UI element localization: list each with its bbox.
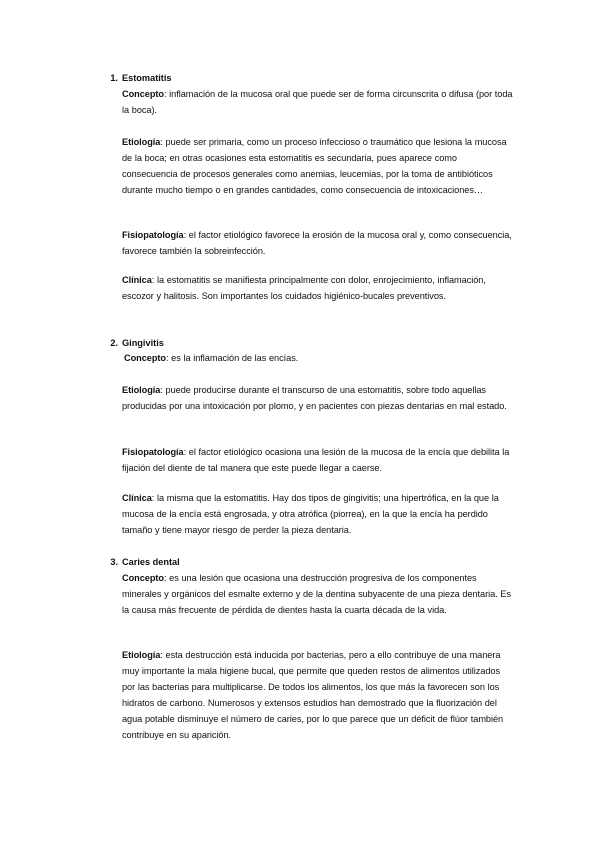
section-title: Estomatitis — [122, 73, 172, 83]
paragraph-text: : puede ser primaria, como un proceso infeccioso o traumático que lesiona la mucosa de la boca; en otras ocasiones esta estomatitis es secundaria, pues aparece como consecuencia de procesos generales como anemias, leucemias, por la toma de antibióticos durante mucho tiempo o en grandes cantidades, como consecuencia de intoxicaciones… — [122, 137, 507, 196]
paragraph-fisiopatologia — [122, 444, 514, 476]
paragraph-label: Clínica — [122, 493, 152, 503]
section-number: 1. — [110, 73, 118, 83]
paragraph-label: Etiología — [122, 385, 161, 395]
paragraph-text: : inflamación de la mucosa oral que puede ser de forma circunscrita o difusa (por toda la boca). — [122, 89, 513, 116]
paragraph-clinica — [122, 490, 514, 538]
paragraph-text: : puede producirse durante el transcurso de una estomatitis, sobre todo aquellas producidas por una intoxicación por plomo, y en pacientes con piezas dentarias en mal estado. — [122, 385, 507, 412]
paragraph-text: : la estomatitis se manifiesta principalmente con dolor, enrojecimiento, inflamación, escozor y halitosis. Son importantes los cuidados higiénico-bucales preventivos. — [122, 275, 486, 302]
paragraph-text: : la misma que la estomatitis. Hay dos tipos de gingivitis; una hipertrófica, en la que la mucosa de la encía está engrosada, y otra atrófica (piorrea), en la que la encía ha perdido tamaño y tiene mayor riesgo de perder la pieza dentaria. — [122, 493, 499, 536]
paragraph-text: : el factor etiológico ocasiona una lesión de la mucosa de la encía que debilita la fijación del diente de tal manera que este puede llegar a caerse. — [122, 447, 510, 474]
paragraph-etiologia — [122, 382, 514, 414]
paragraph-text: : es una lesión que ocasiona una destrucción progresiva de los componentes minerales y orgánicos del esmalte externo y de la dentina subyacente de una pieza dentaria. Es la causa más frecuente de pérdida de dientes hasta la cuarta década de la vida. — [122, 573, 512, 616]
paragraph-label: Etiología — [122, 137, 161, 147]
paragraph-etiologia — [122, 134, 514, 198]
paragraph-etiologia — [122, 647, 514, 744]
paragraph-clinica — [122, 272, 514, 304]
paragraph-text: : es la inflamación de las encías. — [165, 353, 299, 363]
paragraph-label: Concepto — [124, 353, 166, 363]
paragraph-concepto — [122, 86, 514, 118]
paragraph-text: : esta destrucción está inducida por bacterias, pero a ello contribuye de una manera muy importante la mala higiene bucal, que permite que queden restos de alimentos utilizados por las bacterias para multiplicarse. De todos los alimentos, los que más la favorecen son los hidratos de carbono. Numerosos y extensos estudios han demostrado que la fluorización del agua potable disminuye el número de caries, por lo que parece que un déficit de flúor también contribuye en su aparición. — [122, 650, 504, 741]
section-number: 2. — [110, 338, 118, 348]
section-title: Caries dental — [122, 557, 180, 567]
paragraph-concepto — [124, 350, 516, 366]
paragraph-label: Etiología — [122, 650, 161, 660]
section-title: Gingivitis — [122, 338, 164, 348]
paragraph-label: Concepto — [122, 573, 164, 583]
paragraph-label: Concepto — [122, 89, 164, 99]
paragraph-label: Clínica — [122, 275, 152, 285]
section-number: 3. — [110, 557, 118, 567]
paragraph-label: Fisiopatología — [122, 447, 184, 457]
paragraph-fisiopatologia — [122, 227, 514, 259]
paragraph-concepto — [122, 570, 514, 618]
paragraph-label: Fisiopatología — [122, 230, 184, 240]
paragraph-text: : el factor etiológico favorece la erosión de la mucosa oral y, como consecuencia, favorece también la sobreinfección. — [122, 230, 512, 257]
